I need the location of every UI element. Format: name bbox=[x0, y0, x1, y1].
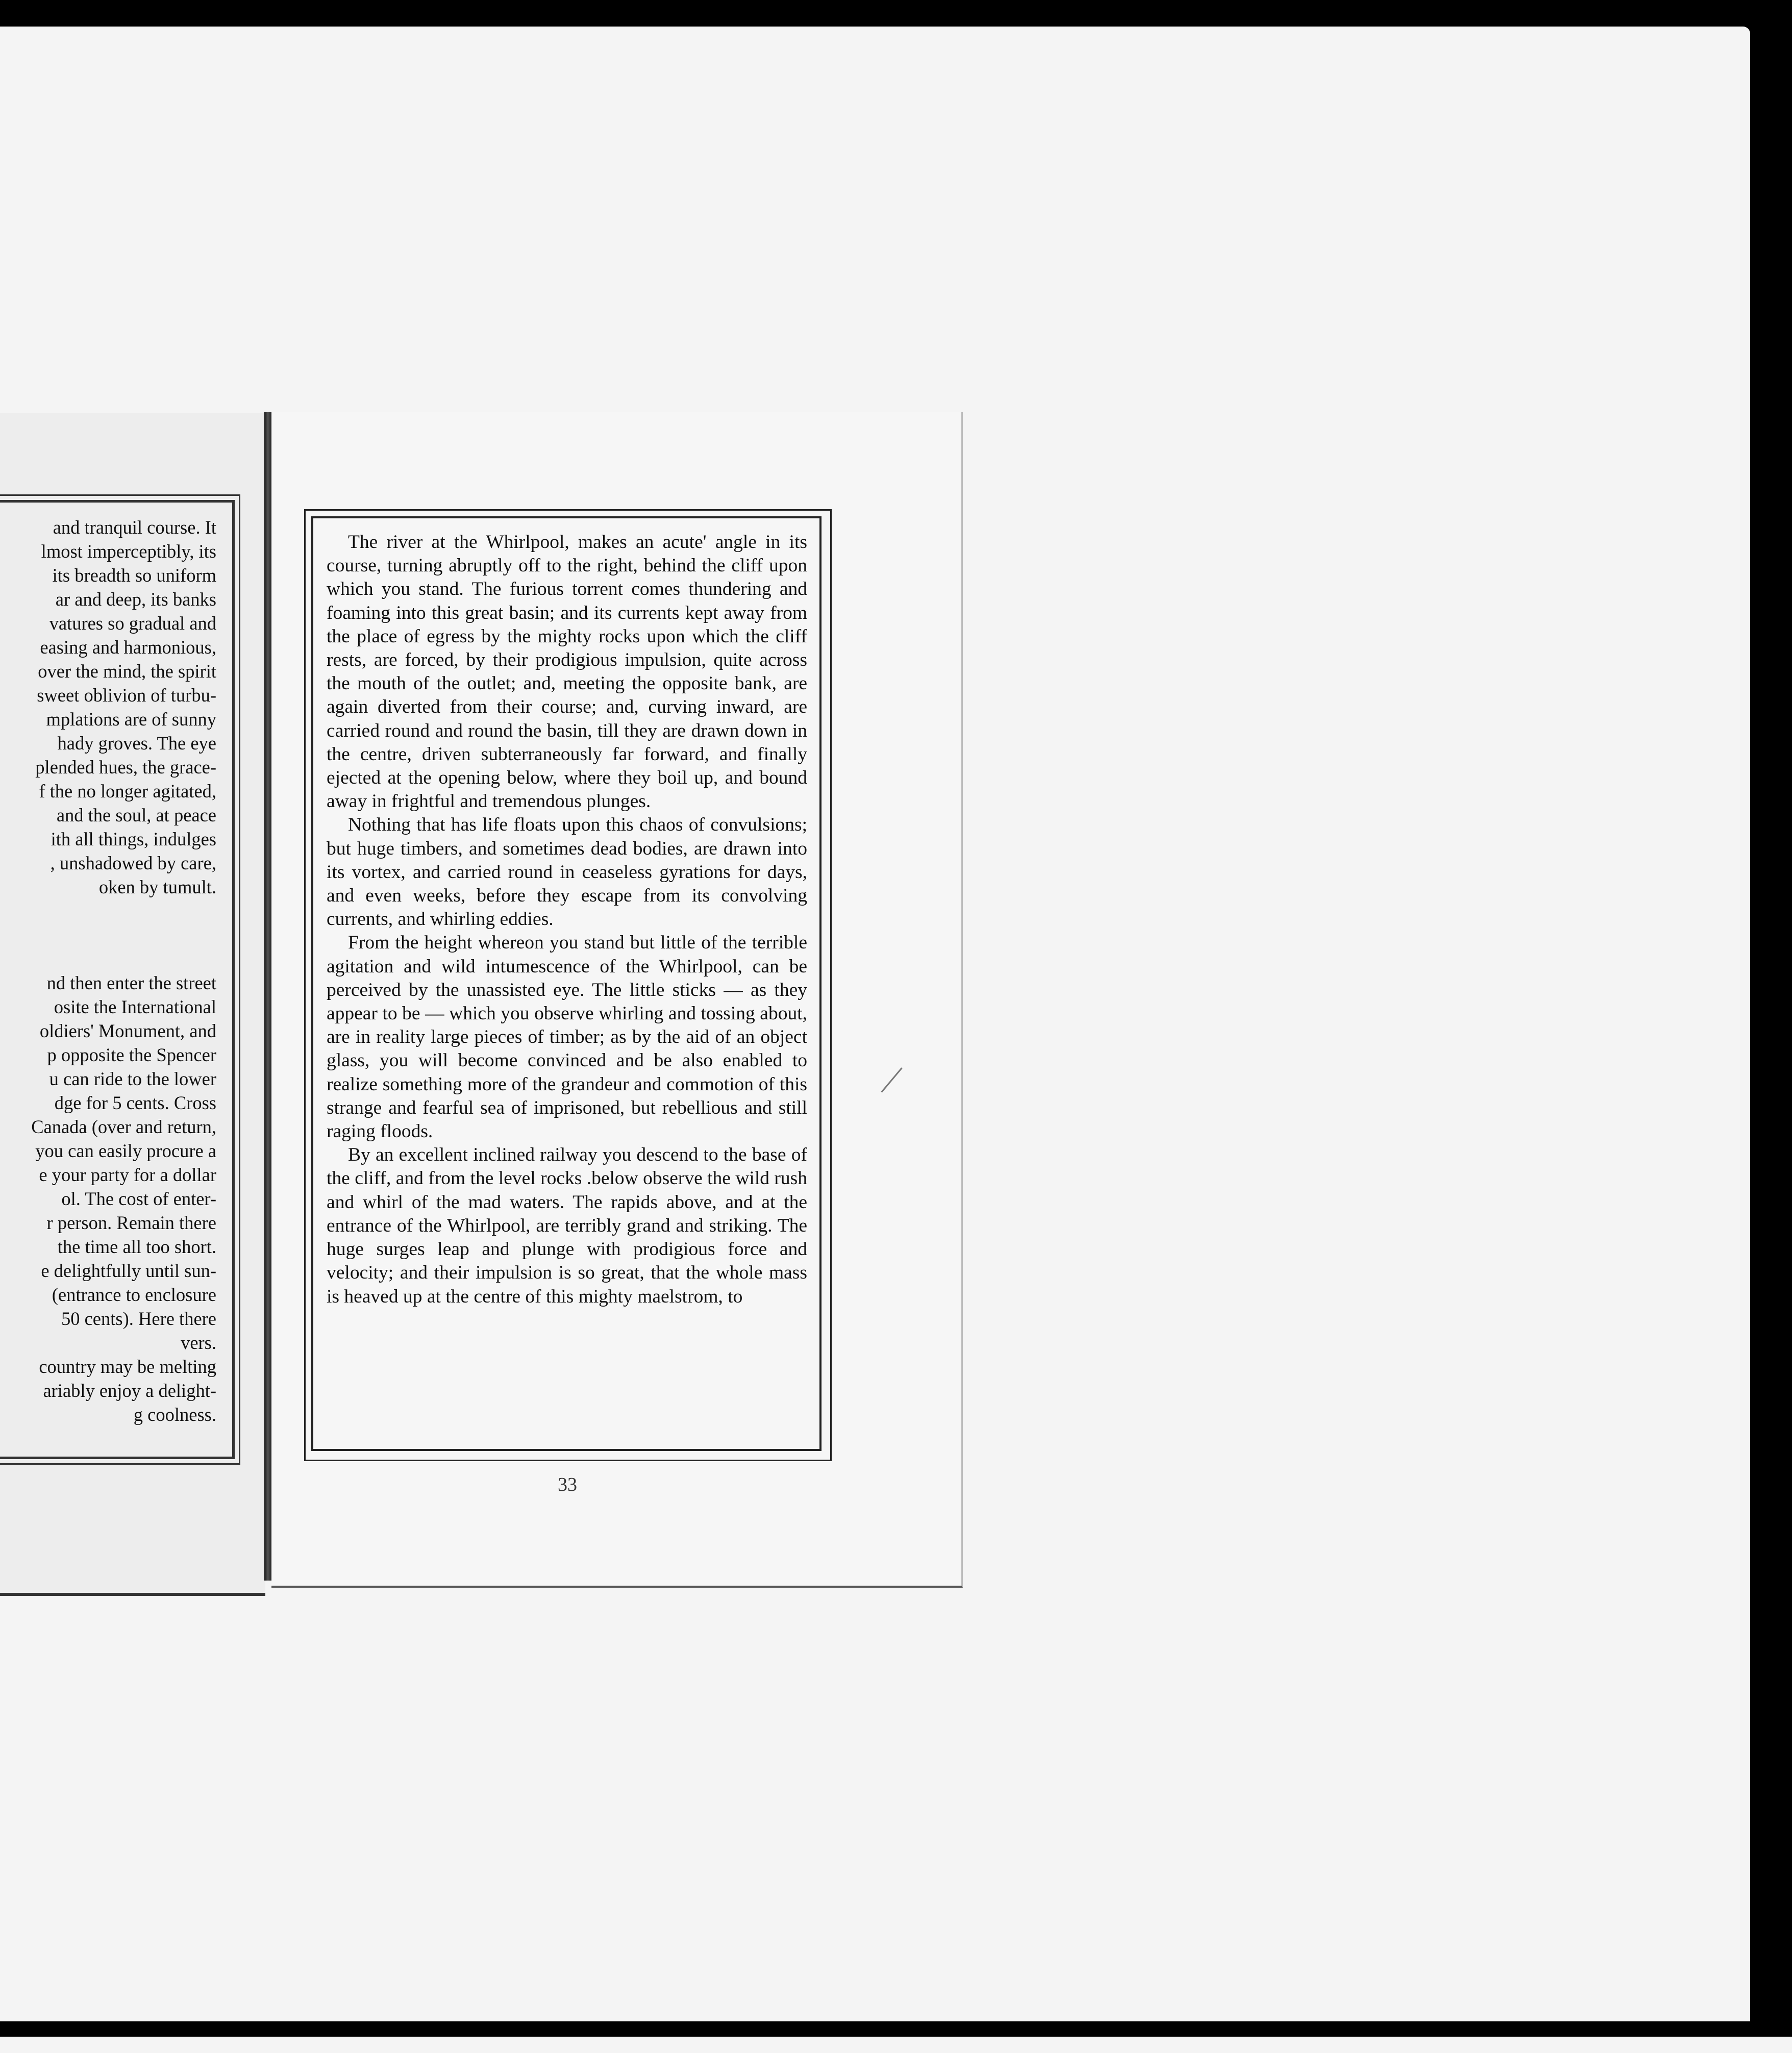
left-gap bbox=[0, 899, 216, 923]
left-page-text bbox=[0, 515, 219, 1426]
left-line: g coolness. bbox=[133, 1404, 216, 1425]
left-line: p opposite the Spencer bbox=[47, 1044, 216, 1065]
left-line: and tranquil course. It bbox=[53, 517, 216, 538]
left-section-heading bbox=[0, 923, 216, 947]
left-line: dge for 5 cents. Cross bbox=[54, 1092, 216, 1113]
left-line: (entrance to enclosure bbox=[52, 1284, 216, 1305]
left-line: e delightfully until sun- bbox=[41, 1260, 216, 1281]
left-line: r person. Remain there bbox=[46, 1212, 216, 1233]
left-line: nd then enter the street bbox=[46, 972, 216, 993]
paragraph: By an excellent inclined railway you descend to the base of the cliff, and from the level rocks .below observe the wild rush and whirl of the mad waters. The rapids above, and at the entrance of the Whirlpool, are terribly grand and striking. The huge surges leap and plunge with prodigious force and velocity; and their impulsion is so great, that the whole mass is heaved up at the centre of this mighty maelstrom, to bbox=[327, 1144, 807, 1307]
left-line: ol. The cost of enter- bbox=[61, 1188, 216, 1209]
left-line: vers. bbox=[181, 1332, 216, 1353]
left-gap bbox=[0, 947, 216, 971]
left-line: osite the International bbox=[54, 996, 216, 1017]
left-line: vatures so gradual and bbox=[49, 613, 216, 634]
left-line: over the mind, the spirit bbox=[38, 661, 216, 682]
right-page bbox=[271, 412, 963, 1588]
left-line: lmost imperceptibly, its bbox=[41, 541, 216, 562]
left-line: easing and harmonious, bbox=[40, 637, 216, 658]
left-line: you can easily procure a bbox=[35, 1140, 216, 1161]
left-line: oldiers' Monument, and bbox=[39, 1020, 216, 1041]
paragraph: The river at the Whirlpool, makes an acute' angle in its course, turning abruptly off to the right, behind the cliff upon which you stand. The furious torrent comes thundering and foaming into this great basin; and its currents kept away from the place of egress by the mighty rocks upon which the cliff rests, are forced, by their prodigious impulsion, quite across the mouth of the outlet; and, meeting the opposite bank, are again diverted from their course; and, curving inward, are carried round and round the basin, till they are drawn down in the centre, driven subterraneously far forward, and finally ejected at the opening below, where they boil up, and bound away in frightful and tremendous plunges. bbox=[327, 532, 807, 812]
left-line: , unshadowed by care, bbox=[50, 853, 216, 873]
left-line: and the soul, at peace bbox=[56, 805, 216, 825]
scan-bottom-edge bbox=[0, 2037, 1792, 2053]
book-spine bbox=[264, 412, 271, 1581]
left-line: f the no longer agitated, bbox=[39, 781, 216, 802]
left-line: ith all things, indulges bbox=[51, 829, 216, 849]
left-line: u can ride to the lower bbox=[49, 1068, 216, 1089]
left-line: ar and deep, its banks bbox=[55, 589, 216, 610]
paragraph: Nothing that has life floats upon this chaos of convulsions; but huge timbers, and sometimes dead bodies, are drawn into its vortex, and carried round in ceaseless gyrations for days, and even weeks, before they escape from its convolving currents, and whirling eddies. bbox=[327, 814, 807, 930]
left-line: its breadth so uniform bbox=[52, 565, 216, 586]
left-line: country may be melting bbox=[39, 1356, 216, 1377]
page-body-text bbox=[327, 531, 807, 1309]
page-number: 33 bbox=[558, 1474, 577, 1495]
paragraph: From the height whereon you stand but little of the terrible agitation and wild intumescence of the Whirlpool, can be perceived by the unassisted eye. The little sticks — as they appear to be — which you observe whirling and tossing about, are in reality large pieces of timber; as by the aid of an object glass, you will become convinced and be also enabled to realize something more of the grandeur and commotion of this strange and fearful sea of imprisoned, but rebellious and still raging floods. bbox=[327, 932, 807, 1142]
left-page bbox=[0, 413, 265, 1596]
left-line: oken by tumult. bbox=[98, 877, 216, 897]
left-line: ariably enjoy a delight- bbox=[43, 1380, 216, 1401]
left-line: Canada (over and return, bbox=[31, 1116, 216, 1137]
left-line: the time all too short. bbox=[57, 1236, 216, 1257]
left-line: sweet oblivion of turbu- bbox=[37, 685, 216, 706]
left-line: mplations are of sunny bbox=[46, 709, 216, 730]
left-line: hady groves. The eye bbox=[57, 733, 216, 754]
left-line: e your party for a dollar bbox=[39, 1164, 216, 1185]
left-line: 50 cents). Here there bbox=[61, 1308, 216, 1329]
left-line: plended hues, the grace- bbox=[35, 757, 216, 778]
